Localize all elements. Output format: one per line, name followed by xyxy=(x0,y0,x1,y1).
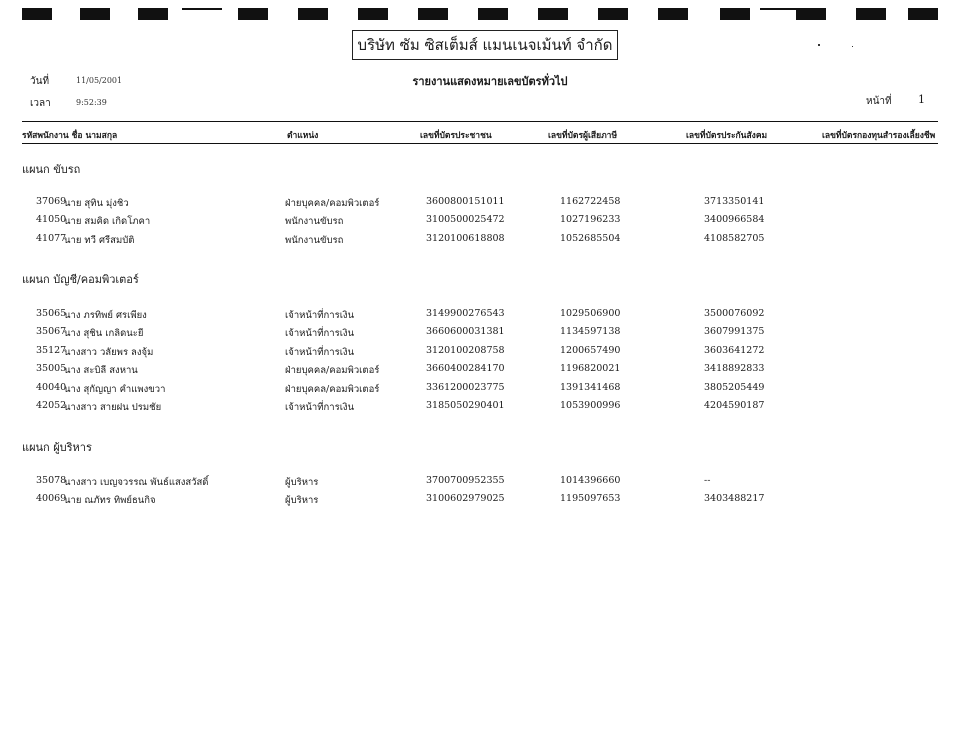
id-card-number: 3185050290401 xyxy=(426,400,505,411)
time-value: 9:52:39 xyxy=(76,98,107,107)
employee-code: 35078 xyxy=(36,475,67,486)
social-security-number: 3400966584 xyxy=(704,214,765,225)
social-security-number: 4108582705 xyxy=(704,233,765,244)
scan-speck xyxy=(818,44,820,46)
id-card-number: 3600800151011 xyxy=(426,196,505,207)
tax-id-number: 1391341468 xyxy=(560,382,621,393)
employee-name: นาย ณภัทร ทิพย์ธนกิจ xyxy=(64,495,156,506)
column-header-tax-id: เลขที่บัตรผู้เสียภาษี xyxy=(548,131,618,141)
company-name: บริษัท ซัม ซิสเต็มส์ แมนเนจเม้นท์ จำกัด xyxy=(352,30,618,60)
table-row xyxy=(0,382,960,400)
employee-code: 35127 xyxy=(36,345,67,356)
employee-position: ฝ่ายบุคคล/คอมพิวเตอร์ xyxy=(285,365,380,376)
employee-name: นาง สะบิลี สงหาน xyxy=(64,365,138,376)
table-row xyxy=(0,214,960,232)
table-row xyxy=(0,493,960,511)
employee-name: นาง สุชิน เกลิดนะยี xyxy=(64,328,144,339)
table-row xyxy=(0,345,960,363)
tax-id-number: 1014396660 xyxy=(560,475,621,486)
column-header-position: ตำแหน่ง xyxy=(287,131,319,141)
tax-id-number: 1200657490 xyxy=(560,345,621,356)
social-security-number: 3403488217 xyxy=(704,493,765,504)
table-row xyxy=(0,400,960,418)
column-header-provident-fund: เลขที่บัตรกองทุนสำรองเลี้ยงชีพ xyxy=(822,131,936,141)
social-security-number: 4204590187 xyxy=(704,400,765,411)
id-card-number: 3660600031381 xyxy=(426,326,505,337)
employee-position: เจ้าหน้าที่การเงิน xyxy=(285,310,355,321)
employee-position: พนักงานขับรถ xyxy=(285,216,344,227)
employee-position: เจ้าหน้าที่การเงิน xyxy=(285,347,355,358)
employee-code: 35005 xyxy=(36,363,67,374)
employee-code: 41050 xyxy=(36,214,67,225)
employee-position: เจ้าหน้าที่การเงิน xyxy=(285,328,355,339)
scan-speck xyxy=(852,46,853,47)
social-security-number: 3603641272 xyxy=(704,345,765,356)
tax-id-number: 1195097653 xyxy=(560,493,621,504)
employee-code: 40069 xyxy=(36,493,67,504)
id-card-number: 3100602979025 xyxy=(426,493,505,504)
social-security-number: 3607991375 xyxy=(704,326,765,337)
employee-name: นาย สุทิน มุ่งชิว xyxy=(64,198,129,209)
employee-position: พนักงานขับรถ xyxy=(285,235,344,246)
tax-id-number: 1162722458 xyxy=(560,196,621,207)
department-heading: แผนก ขับรถ xyxy=(22,163,81,176)
table-row xyxy=(0,196,960,214)
employee-code: 37069 xyxy=(36,196,67,207)
page-label: หน้าที่ xyxy=(866,96,892,107)
report-title: รายงานแสดงหมายเลขบัตรทั่วไป xyxy=(412,75,568,88)
employee-position: เจ้าหน้าที่การเงิน xyxy=(285,402,355,413)
column-header-code-name: รหัสพนักงาน ชื่อ นามสกุล xyxy=(22,131,118,141)
social-security-number: 3805205449 xyxy=(704,382,765,393)
employee-code: 41077 xyxy=(36,233,67,244)
page-number: 1 xyxy=(918,93,925,106)
id-card-number: 3361200023775 xyxy=(426,382,505,393)
social-security-number: 3500076092 xyxy=(704,308,765,319)
employee-name: นางสาว สายฝน ปรมชัย xyxy=(64,402,162,413)
perforation-tear xyxy=(182,8,222,10)
header-rule-bottom xyxy=(22,143,938,144)
date-label: วันที่ xyxy=(30,76,50,87)
tax-id-number: 1052685504 xyxy=(560,233,621,244)
date-value: 11/05/2001 xyxy=(76,76,123,85)
table-row xyxy=(0,308,960,326)
header-rule-top xyxy=(22,121,938,122)
id-card-number: 3149900276543 xyxy=(426,308,505,319)
employee-position: ฝ่ายบุคคล/คอมพิวเตอร์ xyxy=(285,384,380,395)
table-row xyxy=(0,233,960,251)
employee-position: ผู้บริหาร xyxy=(285,477,319,488)
employee-name: นาย สมคิด เกิดโภคา xyxy=(64,216,151,227)
id-card-number: 3120100618808 xyxy=(426,233,505,244)
tax-id-number: 1053900996 xyxy=(560,400,621,411)
employee-name: นาง ภรทิพย์ ศรเพียง xyxy=(64,310,147,321)
table-row xyxy=(0,475,960,493)
social-security-number: 3418892833 xyxy=(704,363,765,374)
perforation-tear xyxy=(760,8,796,10)
tax-id-number: 1196820021 xyxy=(560,363,621,374)
social-security-number: -- xyxy=(704,475,711,486)
employee-position: ผู้บริหาร xyxy=(285,495,319,506)
column-header-id-card: เลขที่บัตรประชาชน xyxy=(420,131,492,141)
table-row xyxy=(0,326,960,344)
employee-position: ฝ่ายบุคคล/คอมพิวเตอร์ xyxy=(285,198,380,209)
employee-name: นาย ทวี ศรีสมบัติ xyxy=(64,235,135,246)
employee-code: 35067 xyxy=(36,326,67,337)
column-header-social-security: เลขที่บัตรประกันสังคม xyxy=(686,131,768,141)
employee-name: นาง สุกัญญา คำแพงขวา xyxy=(64,384,166,395)
id-card-number: 3660400284170 xyxy=(426,363,505,374)
employee-name: นางสาว วลัยพร ลงจุ้ม xyxy=(64,347,154,358)
tax-id-number: 1027196233 xyxy=(560,214,621,225)
id-card-number: 3100500025472 xyxy=(426,214,505,225)
department-heading: แผนก ผู้บริหาร xyxy=(22,441,92,454)
tax-id-number: 1029506900 xyxy=(560,308,621,319)
employee-name: นางสาว เบญจวรรณ พันธ์แสงสวัสดิ์ xyxy=(64,477,209,488)
id-card-number: 3700700952355 xyxy=(426,475,505,486)
department-heading: แผนก บัญชี/คอมพิวเตอร์ xyxy=(22,273,139,286)
employee-code: 40040 xyxy=(36,382,67,393)
tractor-feed-perforation xyxy=(0,8,960,20)
tax-id-number: 1134597138 xyxy=(560,326,621,337)
social-security-number: 3713350141 xyxy=(704,196,765,207)
table-row xyxy=(0,363,960,381)
time-label: เวลา xyxy=(30,98,51,109)
id-card-number: 3120100208758 xyxy=(426,345,505,356)
employee-code: 42052 xyxy=(36,400,67,411)
employee-code: 35065 xyxy=(36,308,67,319)
